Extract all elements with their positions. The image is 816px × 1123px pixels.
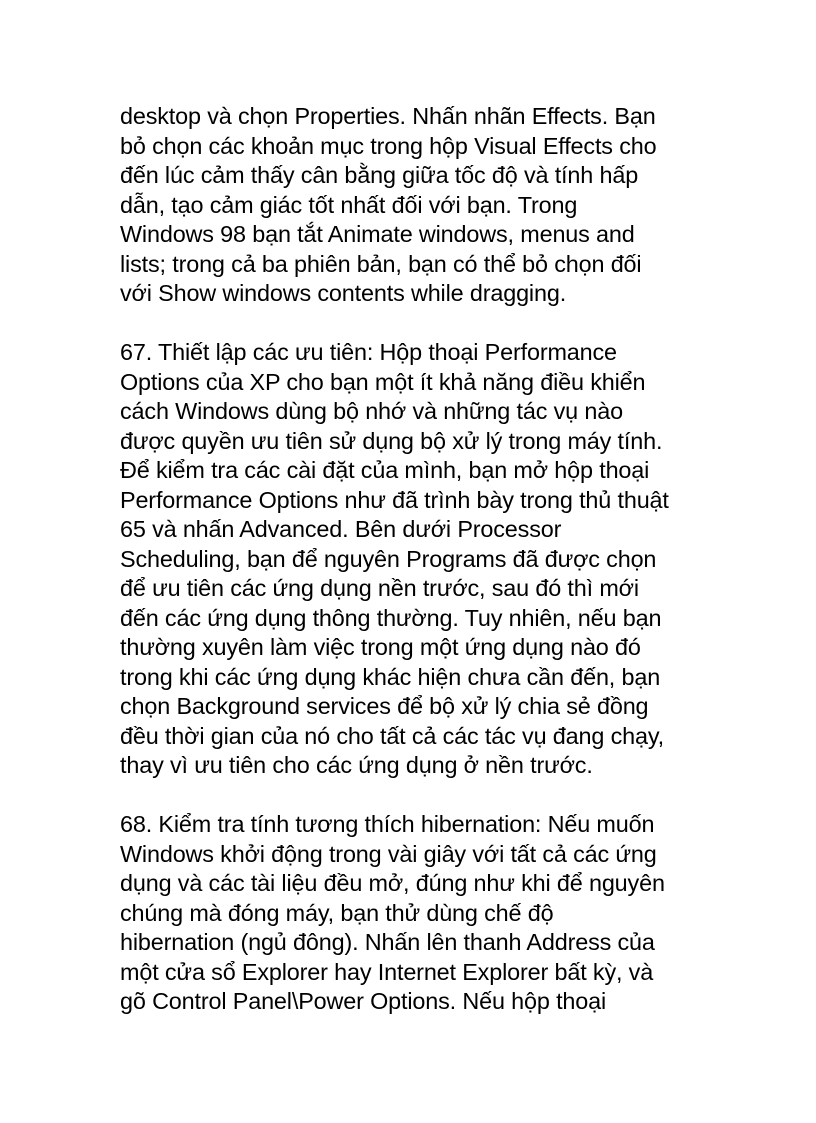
text-line: đều thời gian của nó cho tất cả các tác vụ đang chạy, — [120, 722, 664, 749]
text-line: 65 và nhấn Advanced. Bên dưới Processor — [120, 516, 562, 542]
text-line: đến lúc cảm thấy cân bằng giữa tốc độ và tính hấp — [120, 162, 639, 188]
text-line: thường xuyên làm việc trong một ứng dụng nào đó — [120, 634, 641, 660]
text-line: Performance Options như đã trình bày trong thủ thuật — [120, 486, 669, 513]
text-line: trong khi các ứng dụng khác hiện chưa cần đến, bạn — [120, 663, 661, 690]
text-line: dụng và các tài liệu đều mở, đúng như khi để nguyên — [120, 870, 665, 896]
paragraph-tip-67 — [120, 338, 710, 781]
text-line: chúng mà đóng máy, bạn thử dùng chế độ — [120, 899, 554, 926]
body-text — [120, 102, 710, 1017]
text-line: được quyền ưu tiên sử dụng bộ xử lý trong máy tính. — [120, 427, 663, 454]
text-line: Windows 98 bạn tắt Animate windows, menus and — [120, 221, 635, 247]
text-line: một cửa sổ Explorer hay Internet Explorer bất kỳ, và — [120, 958, 654, 985]
text-line: dẫn, tạo cảm giác tốt nhất đối với bạn. Trong — [120, 191, 578, 218]
text-line: lists; trong cả ba phiên bản, bạn có thể bỏ chọn đối — [120, 250, 642, 277]
paragraph-visual-effects — [120, 102, 710, 309]
paragraph-tip-68 — [120, 810, 710, 1017]
text-line: 67. Thiết lập các ưu tiên: Hộp thoại Performance — [120, 339, 617, 365]
text-line: thay vì ưu tiên cho các ứng dụng ở nền trước. — [120, 752, 593, 778]
text-line: gõ Control Panel\Power Options. Nếu hộp thoại — [120, 988, 607, 1014]
text-line: Options của XP cho bạn một ít khả năng điều khiển — [120, 368, 646, 395]
text-line: đến các ứng dụng thông thường. Tuy nhiên, nếu bạn — [120, 604, 662, 631]
text-line: với Show windows contents while dragging. — [120, 280, 567, 306]
text-line: bỏ chọn các khoản mục trong hộp Visual Effects cho — [120, 132, 657, 159]
text-line: để ưu tiên các ứng dụng nền trước, sau đó thì mới — [120, 575, 639, 601]
text-line: cách Windows dùng bộ nhớ và những tác vụ nào — [120, 398, 623, 424]
text-line: Để kiểm tra các cài đặt của mình, bạn mở hộp thoại — [120, 457, 650, 483]
text-line: desktop và chọn Properties. Nhấn nhãn Effects. Bạn — [120, 103, 656, 129]
text-line: Windows khởi động trong vài giây với tất cả các ứng — [120, 840, 657, 867]
text-line: hibernation (ngủ đông). Nhấn lên thanh Address của — [120, 929, 655, 955]
text-line: Scheduling, bạn để nguyên Programs đã được chọn — [120, 545, 657, 572]
text-line: chọn Background services để bộ xử lý chia sẻ đồng — [120, 693, 649, 719]
text-line: 68. Kiểm tra tính tương thích hibernation: Nếu muốn — [120, 811, 655, 837]
